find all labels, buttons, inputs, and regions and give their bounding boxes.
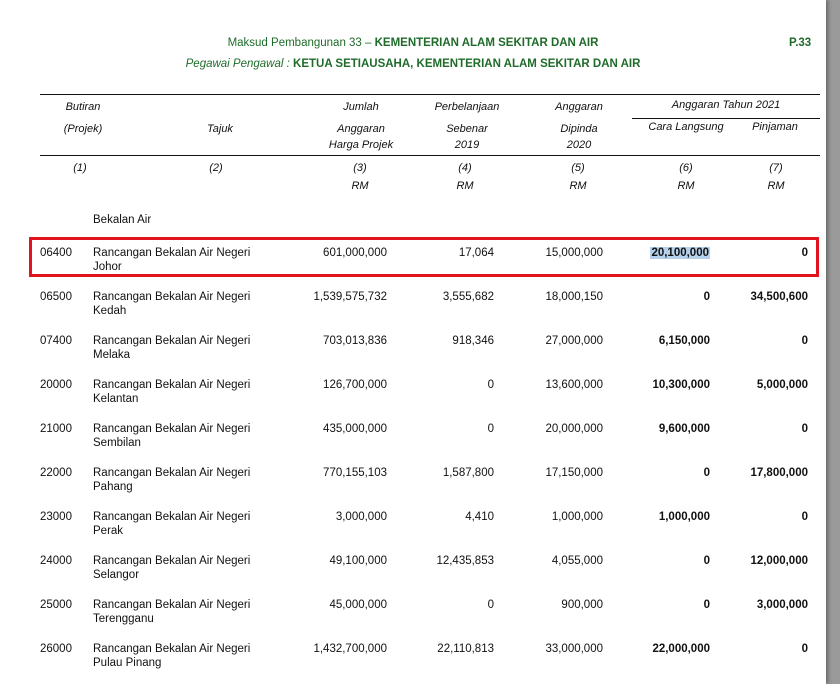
row-pinjaman: 3,000,000	[756, 599, 808, 611]
row-title-line1: Rancangan Bekalan Air Negeri	[93, 379, 251, 391]
row-title-line1: Rancangan Bekalan Air Negeri	[93, 599, 251, 611]
row-cara-langsung: 0	[703, 555, 710, 567]
row-code: 21000	[40, 423, 72, 435]
col-anggaran-l1: Anggaran	[555, 101, 603, 113]
row-cara-langsung: 0	[703, 599, 710, 611]
col-perbelanjaan-l2: Sebenar	[446, 123, 488, 135]
col-jumlah-l3: Harga Projek	[328, 139, 394, 151]
row-cara-langsung: 6,150,000	[658, 335, 710, 347]
row-jumlah: 1,539,575,732	[313, 291, 387, 303]
row-pinjaman: 0	[801, 511, 808, 523]
row-cara-langsung: 1,000,000	[658, 511, 710, 523]
table-top-rule	[40, 94, 820, 95]
row-dipinda: 17,150,000	[545, 467, 603, 479]
row-jumlah: 1,432,700,000	[313, 643, 387, 655]
col-index-7: (7)	[769, 162, 783, 174]
row-dipinda: 13,600,000	[545, 379, 603, 391]
col-cara-langsung: Cara Langsung	[648, 121, 724, 133]
row-sebenar: 918,346	[452, 335, 494, 347]
row-jumlah: 770,155,103	[323, 467, 387, 479]
row-title-line1: Rancangan Bekalan Air Negeri	[93, 291, 251, 303]
row-cara-langsung: 0	[703, 467, 710, 479]
row-pinjaman: 5,000,000	[756, 379, 808, 391]
row-jumlah: 601,000,000	[323, 247, 387, 259]
row-code: 07400	[40, 335, 72, 347]
row-dipinda: 1,000,000	[551, 511, 603, 523]
group-header-rule	[632, 118, 820, 119]
row-title-line1: Rancangan Bekalan Air Negeri	[93, 335, 251, 347]
row-dipinda: 20,000,000	[545, 423, 603, 435]
col-jumlah-l1: Jumlah	[343, 101, 379, 113]
row-title-line2: Pahang	[93, 481, 133, 493]
row-code: 26000	[40, 643, 72, 655]
row-sebenar: 0	[487, 599, 494, 611]
row-sebenar: 0	[487, 379, 494, 391]
row-sebenar: 1,587,800	[442, 467, 494, 479]
title-lead: Maksud Pembangunan 33 –	[227, 37, 375, 49]
col-perbelanjaan-l1: Perbelanjaan	[434, 101, 500, 113]
row-title-line1: Rancangan Bekalan Air Negeri	[93, 511, 251, 523]
row-dipinda: 15,000,000	[545, 247, 603, 259]
col-index-3: (3)	[353, 162, 367, 174]
row-pinjaman: 0	[801, 335, 808, 347]
row-title-line1: Rancangan Bekalan Air Negeri	[93, 423, 251, 435]
officer-lead: Pegawai Pengawal :	[185, 58, 294, 70]
row-jumlah: 126,700,000	[323, 379, 387, 391]
officer-name: KETUA SETIAUSAHA, KEMENTERIAN ALAM SEKITAR DAN AIR	[293, 58, 641, 70]
row-dipinda: 27,000,000	[545, 335, 603, 347]
col-unit-5: RM	[569, 180, 587, 192]
row-pinjaman: 34,500,600	[750, 291, 808, 303]
row-pinjaman: 17,800,000	[750, 467, 808, 479]
row-jumlah: 3,000,000	[335, 511, 387, 523]
row-cara-langsung: 10,300,000	[652, 379, 710, 391]
row-title-line2: Selangor	[93, 569, 140, 581]
col-unit-6: RM	[677, 180, 695, 192]
col-index-5: (5)	[571, 162, 585, 174]
ministry-name: KEMENTERIAN ALAM SEKITAR DAN AIR	[374, 37, 599, 49]
row-jumlah: 703,013,836	[323, 335, 387, 347]
col-anggaran-l3: 2020	[566, 139, 592, 151]
row-cara-langsung: 9,600,000	[658, 423, 710, 435]
row-code: 06500	[40, 291, 72, 303]
highlight-box	[29, 237, 819, 277]
row-title-line1: Rancangan Bekalan Air Negeri	[93, 643, 251, 655]
col-perbelanjaan-l3: 2019	[454, 139, 480, 151]
row-pinjaman: 0	[801, 423, 808, 435]
row-dipinda: 33,000,000	[545, 643, 603, 655]
col-jumlah-l2: Anggaran	[337, 123, 385, 135]
row-title-line1: Rancangan Bekalan Air Negeri	[93, 247, 251, 259]
row-dipinda: 4,055,000	[551, 555, 603, 567]
col-unit-4: RM	[456, 180, 474, 192]
row-title-line2: Kelantan	[93, 393, 139, 405]
row-jumlah: 435,000,000	[323, 423, 387, 435]
row-title-line2: Terengganu	[93, 613, 154, 625]
row-dipinda: 18,000,150	[545, 291, 603, 303]
row-title-line1: Rancangan Bekalan Air Negeri	[93, 555, 251, 567]
row-code: 23000	[40, 511, 72, 523]
table-header-bottom-rule	[40, 155, 820, 156]
page-number: P.33	[789, 37, 812, 49]
col-unit-3: RM	[351, 180, 369, 192]
row-sebenar: 12,435,853	[436, 555, 494, 567]
selected-text[interactable]: 20,100,000	[651, 247, 709, 259]
row-sebenar: 4,410	[465, 511, 494, 523]
row-code: 06400	[40, 247, 72, 259]
row-code: 24000	[40, 555, 72, 567]
row-sebenar: 17,064	[458, 247, 494, 259]
col-projek-label: (Projek)	[63, 123, 103, 135]
col-group-2021: Anggaran Tahun 2021	[671, 99, 781, 111]
col-pinjaman: Pinjaman	[752, 121, 798, 133]
row-sebenar: 0	[487, 423, 494, 435]
col-index-6: (6)	[679, 162, 693, 174]
section-label: Bekalan Air	[93, 214, 152, 226]
controlling-officer	[0, 58, 826, 70]
row-title-line2: Perak	[93, 525, 124, 537]
row-cara-langsung: 0	[703, 291, 710, 303]
row-title-line1: Rancangan Bekalan Air Negeri	[93, 467, 251, 479]
row-dipinda: 900,000	[561, 599, 603, 611]
row-code: 20000	[40, 379, 72, 391]
row-jumlah: 45,000,000	[329, 599, 387, 611]
row-title-line2: Pulau Pinang	[93, 657, 162, 669]
row-code: 25000	[40, 599, 72, 611]
row-title-line2: Melaka	[93, 349, 131, 361]
row-pinjaman: 12,000,000	[750, 555, 808, 567]
row-code: 22000	[40, 467, 72, 479]
col-index-4: (4)	[458, 162, 472, 174]
row-sebenar: 22,110,813	[437, 643, 494, 655]
col-tajuk-label: Tajuk	[207, 123, 233, 135]
row-jumlah: 49,100,000	[329, 555, 387, 567]
document-title	[0, 37, 826, 49]
row-cara-langsung: 22,000,000	[652, 643, 710, 655]
row-title-line2: Sembilan	[93, 437, 141, 449]
row-pinjaman: 0	[801, 643, 808, 655]
col-unit-7: RM	[767, 180, 785, 192]
col-butiran-label: Butiran	[65, 101, 101, 113]
col-index-1: (1)	[73, 162, 87, 174]
col-index-2: (2)	[209, 162, 223, 174]
row-pinjaman: 0	[801, 247, 808, 259]
row-title-line2: Kedah	[93, 305, 127, 317]
col-anggaran-l2: Dipinda	[560, 123, 598, 135]
row-sebenar: 3,555,682	[442, 291, 494, 303]
row-title-line2: Johor	[93, 261, 122, 273]
